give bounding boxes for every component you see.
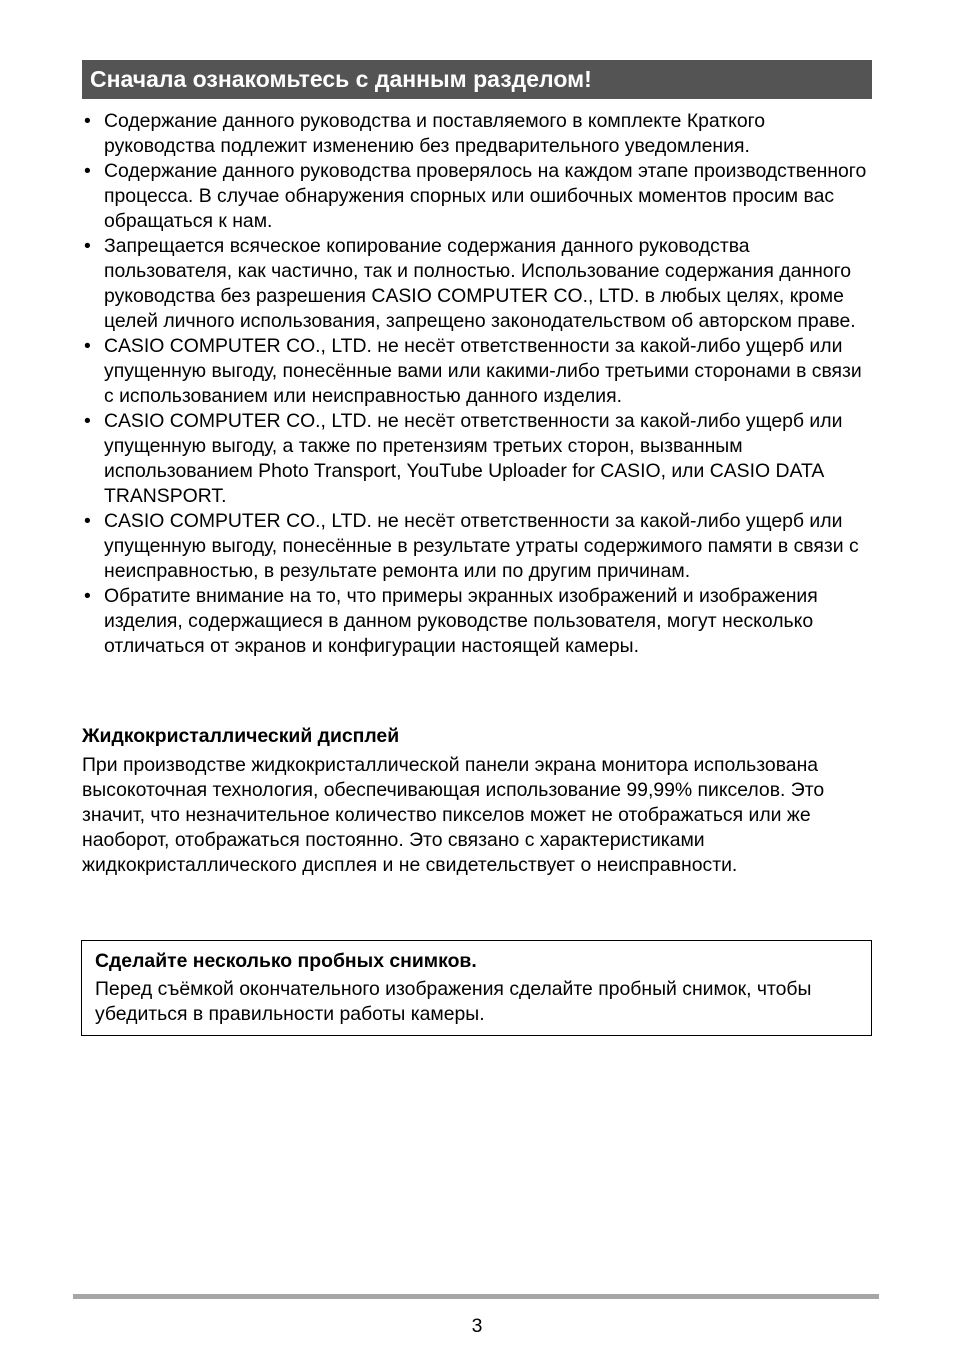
lcd-paragraph: При производстве жидкокристаллической панели экрана монитора использована высокоточная технология, обеспечивающая использование 99,99% пикселов. Это значит, что незначительное количество пикселов может не отображаться или же наоборот, отображаться постоянно. Это связано с характеристиками жидкокристаллического дисплея и не свидетельствует о неисправности. (82, 754, 825, 876)
list-item (82, 584, 872, 659)
notice-bullet-list (82, 109, 872, 659)
test-shot-note-box (81, 940, 872, 1036)
bullet-icon: • (84, 585, 91, 607)
list-item (82, 409, 872, 509)
bullet-icon: • (84, 110, 91, 132)
bullet-text: CASIO COMPUTER CO., LTD. не несёт ответственности за какой-либо ущерб или упущенную выгоду, а также по претензиям третьих сторон, вызванным использованием Photo Transport, YouTube Uploader for CASIO, или CASIO DATA TRANSPORT. (104, 410, 843, 507)
list-item (82, 109, 872, 159)
bullet-text: Содержание данного руководства проверялось на каждом этапе производственного процесса. В случае обнаружения спорных или ошибочных моментов просим вас обращаться к нам. (104, 160, 867, 232)
bullet-icon: • (84, 410, 91, 432)
bullet-text: Запрещается всяческое копирование содержания данного руководства пользователя, как частично, так и полностью. Использование содержания данного руководства без разрешения CASIO COMPUTER CO., LTD. в любых целях, кроме целей личного использования, запрещено законодательством об авторском праве. (104, 235, 856, 332)
bullet-text: CASIO COMPUTER CO., LTD. не несёт ответственности за какой-либо ущерб или упущенную выгоду, понесённые вами или какими-либо третьими сторонами в связи с использованием или неисправностью данного изделия. (104, 335, 862, 407)
bullet-icon: • (84, 510, 91, 532)
list-item (82, 509, 872, 584)
bullet-text: Содержание данного руководства и поставляемого в комплекте Краткого руководства подлежит изменению без предварительного уведомления. (104, 110, 766, 157)
note-text: Перед съёмкой окончательного изображения сделайте пробный снимок, чтобы убедиться в правильности работы камеры. (95, 978, 812, 1025)
bullet-icon: • (84, 335, 91, 357)
footer-divider (73, 1294, 879, 1299)
page-number: 3 (471, 1315, 483, 1337)
list-item (82, 159, 872, 234)
section-title: Сначала ознакомьтесь с данным разделом! (90, 66, 592, 92)
bullet-icon: • (84, 235, 91, 257)
bullet-text: CASIO COMPUTER CO., LTD. не несёт ответственности за какой-либо ущерб или упущенную выгоду, понесённые в результате утраты содержимого памяти в связи с неисправностью, в результате ремонта или по другим причинам. (104, 510, 859, 582)
list-item (82, 334, 872, 409)
lcd-heading: Жидкокристаллический дисплей (82, 725, 400, 747)
list-item (82, 234, 872, 334)
bullet-icon: • (84, 160, 91, 182)
bullet-text: Обратите внимание на то, что примеры экранных изображений и изображения изделия, содержащиеся в данном руководстве пользователя, могут несколько отличаться от экранов и конфигурации настоящей камеры. (104, 585, 818, 657)
section-header-bar (82, 60, 872, 99)
note-title: Сделайте несколько пробных снимков. (95, 950, 477, 972)
